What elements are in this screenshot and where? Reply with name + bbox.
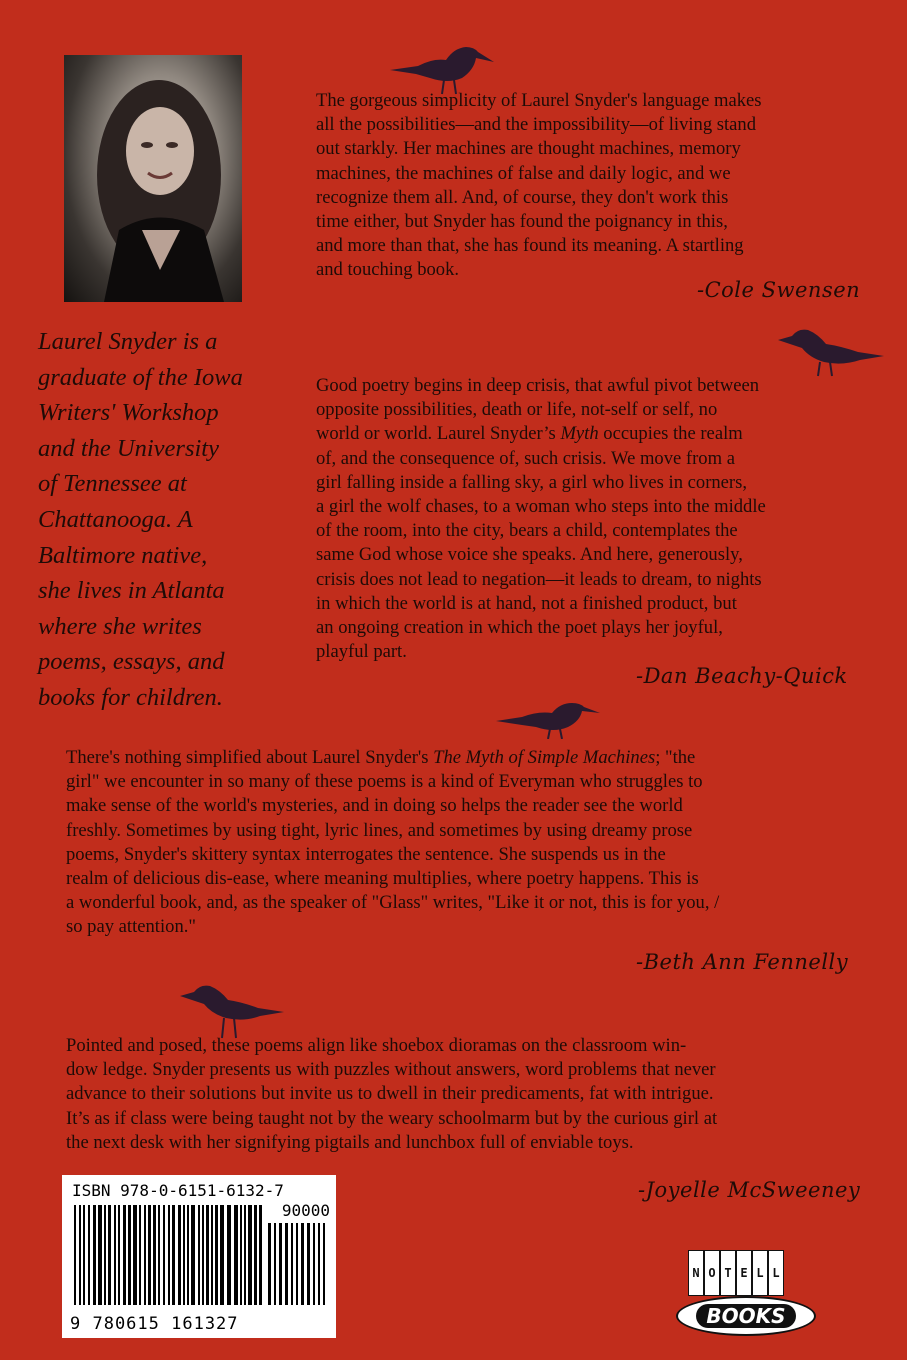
barcode-bar [313,1223,315,1305]
attribution-beth-ann-fennelly: -Beth Ann Fennelly [636,950,849,974]
barcode-bar [191,1205,195,1305]
blurb-dan-beachy-quick: Good poetry begins in deep crisis, that awful pivot between opposite possibilities, death or life, not-self or self, no world or world. Laurel Snyder’s Myth occupies the realm of, and the consequence of, such crisis. We move from a girl falling inside a falling sky, a girl who lives in corners, a girl the wolf chases, to a woman who steps into the middle of the room, into the city, bears a child, contemplates the same God whose voice she speaks. And here, generously, crisis does not lead to negation—it leads to dream, to nights in which the world is at hand, not a finished product, but an ongoing creation in which the poet plays her joyful, playful part. [316,375,766,663]
logo-letter: E [736,1250,752,1296]
barcode-bar [307,1223,310,1305]
attribution-dan-beachy-quick: -Dan Beachy-Quick [636,664,848,688]
barcode-bar [187,1205,189,1305]
barcode-bar [301,1223,304,1305]
barcode-bar [153,1205,156,1305]
blurb-joyelle-mcsweeney: Pointed and posed, these poems align like shoebox dioramas on the classroom win- dow ledge. Snyder presents us with puzzles without answers, word problems that never advance to their solutions but invite us to dwell in their predicaments, fat with intrigue. It’s as if class were being taught not by the weary schoolmarm but by the curious girl at the next desk with her signifying pigtails and lunchbox full of enviable toys. [66,1035,718,1153]
logo-books-oval [676,1296,816,1336]
barcode-bar [148,1205,151,1305]
attribution-joyelle-mcsweeney: -Joyelle McSweeney [638,1178,861,1202]
barcode-bar [88,1205,90,1305]
barcode-bar [291,1223,293,1305]
barcode-bar [128,1205,131,1305]
logo-letter-boxes [688,1250,784,1296]
barcode-bar [168,1205,170,1305]
blurb-cole-swensen: The gorgeous simplicity of Laurel Snyder's language makes all the possibilities—and the impossibility—of living stand out starkly. Her machines are thought machines, memory machines, the machines of false and daily logic, and we recognize them all. And, of course, they don't work this time either, but Snyder has found the poignancy in this, and more than that, she has found its meaning. A startling and touching book. [316,90,762,281]
barcode-bar [268,1223,271,1305]
barcode-bar [79,1205,81,1305]
price-code: 90000 [281,1201,330,1220]
barcode-bar [178,1205,181,1305]
barcode-bar [108,1205,111,1305]
barcode-bar [144,1205,146,1305]
barcode-bar [74,1205,76,1305]
barcode-bar [139,1205,141,1305]
logo-books-label: BOOKS [696,1304,795,1328]
logo-letter: L [752,1250,768,1296]
isbn-label: ISBN 978-0-6151-6132-7 [72,1181,284,1200]
barcode-bar [206,1205,209,1305]
crow-icon [180,980,286,1040]
barcode-bar [318,1223,320,1305]
barcode-bar [285,1223,288,1305]
barcode-bar [211,1205,213,1305]
barcode-bar [240,1205,242,1305]
barcode-bar [202,1205,204,1305]
barcode-bar [93,1205,96,1305]
logo-letter: T [720,1250,736,1296]
barcode-bar [98,1205,102,1305]
author-bio: Laurel Snyder is a graduate of the Iowa Writers' Workshop and the University of Tennessee at Chattanooga. A Baltimore native, she lives in Atlanta where she writes poems, essays, and books for children. [38,328,243,711]
barcode-bar [172,1205,175,1305]
logo-letter: L [768,1250,784,1296]
barcode-bar [274,1223,276,1305]
crow-icon [388,38,498,96]
barcode-digits: 9 780615 161327 [70,1314,239,1334]
barcode-bar [118,1205,120,1305]
barcode-bar [254,1205,257,1305]
barcode-bar [244,1205,246,1305]
barcode-bar [133,1205,137,1305]
isbn-barcode [62,1175,336,1338]
attribution-cole-swensen: -Cole Swensen [697,278,861,302]
barcode-bar [220,1205,224,1305]
blurb-beth-ann-fennelly: There's nothing simplified about Laurel Snyder's The Myth of Simple Machines; "the girl" we encounter in so many of these poems is a kind of Everyman who struggles to make sense of the world's mysteries, and in doing so helps the reader see the world freshly. Sometimes by using tight, lyric lines, and sometimes by using dreamy prose poems, Snyder's skittery syntax interrogates the sentence. She suspends us in the realm of delicious dis-ease, where meaning multiplies, where poetry happens. This is a wonderful book, and, as the speaker of "Glass" writes, "Like it or not, this is for you, / so pay attention." [66,747,720,938]
author-photo [64,55,242,302]
barcode-bar [198,1205,200,1305]
publisher-logo [676,1250,818,1346]
barcode-bar [83,1205,85,1305]
barcode-bar [323,1223,325,1305]
barcode-bar [296,1223,298,1305]
barcode-bar [227,1205,231,1305]
barcode-bar [114,1205,116,1305]
barcode-bar [248,1205,252,1305]
logo-letter: O [704,1250,720,1296]
barcode-bar [183,1205,185,1305]
barcode-bar [104,1205,106,1305]
logo-letter: N [688,1250,704,1296]
barcode-bar [163,1205,165,1305]
crow-icon [778,322,886,378]
barcode-bar [123,1205,126,1305]
barcode-bar [215,1205,218,1305]
crow-icon [494,695,602,739]
barcode-bar [259,1205,262,1305]
barcode-bar [279,1223,282,1305]
barcode-bar [234,1205,238,1305]
barcode-bar [158,1205,160,1305]
